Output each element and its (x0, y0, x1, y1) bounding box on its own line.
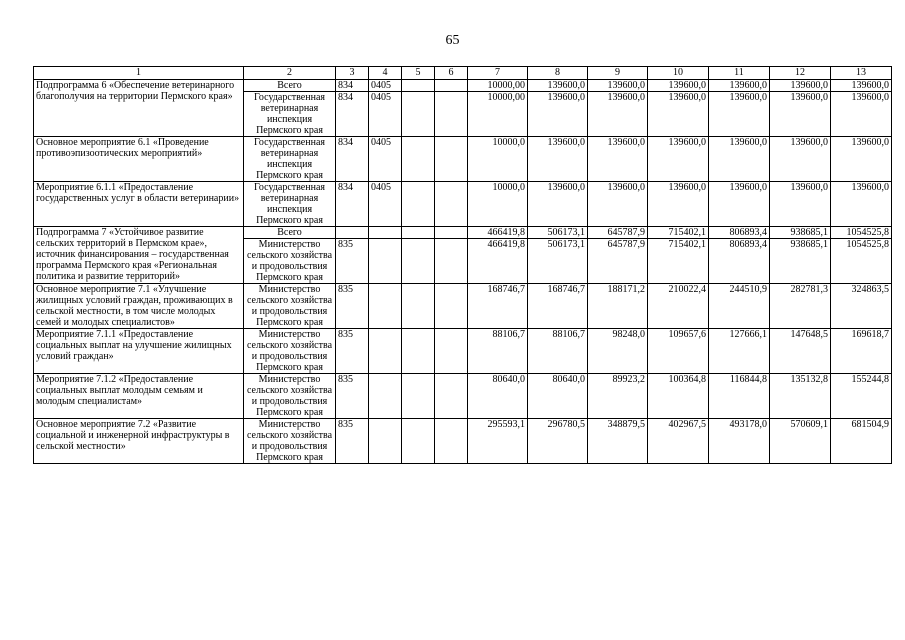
amount-cell: 139600,0 (588, 137, 648, 182)
executor-cell: Министерство сельского хозяйства и продовольствия Пермского края (244, 374, 336, 419)
table-row (34, 284, 892, 329)
code-cell: 835 (336, 374, 369, 419)
header-cell: 1 (34, 67, 244, 80)
amount-cell: 466419,8 (468, 239, 528, 284)
code-cell (435, 182, 468, 227)
code-cell (402, 80, 435, 92)
code-cell (402, 182, 435, 227)
amount-cell: 645787,9 (588, 227, 648, 239)
amount-cell: 938685,1 (770, 239, 831, 284)
amount-cell: 88106,7 (468, 329, 528, 374)
executor-cell: Министерство сельского хозяйства и продовольствия Пермского края (244, 329, 336, 374)
amount-cell: 806893,4 (709, 239, 770, 284)
amount-cell: 116844,8 (709, 374, 770, 419)
amount-cell: 139600,0 (770, 92, 831, 137)
code-cell (435, 80, 468, 92)
header-cell: 13 (831, 67, 892, 80)
code-cell (369, 374, 402, 419)
amount-cell: 147648,5 (770, 329, 831, 374)
executor-cell: Всего (244, 227, 336, 239)
header-cell: 2 (244, 67, 336, 80)
code-cell (402, 92, 435, 137)
executor-cell: Государственная ветеринарная инспекция Пермского края (244, 137, 336, 182)
code-cell (402, 137, 435, 182)
amount-cell: 295593,1 (468, 419, 528, 464)
amount-cell: 155244,8 (831, 374, 892, 419)
amount-cell: 348879,5 (588, 419, 648, 464)
amount-cell: 570609,1 (770, 419, 831, 464)
activity-name-cell: Подпрограмма 6 «Обеспечение ветеринарного благополучия на территории Пермского края» (34, 80, 244, 137)
code-cell (402, 419, 435, 464)
code-cell (435, 284, 468, 329)
code-cell: 0405 (369, 137, 402, 182)
budget-table (33, 66, 892, 464)
code-cell (402, 284, 435, 329)
table-row (34, 80, 892, 92)
activity-name-cell: Основное мероприятие 7.2 «Развитие социальной и инженерной инфраструктуры в сельской местности» (34, 419, 244, 464)
amount-cell: 1054525,8 (831, 239, 892, 284)
code-cell: 0405 (369, 92, 402, 137)
amount-cell: 139600,0 (709, 80, 770, 92)
amount-cell: 139600,0 (770, 80, 831, 92)
amount-cell: 715402,1 (648, 239, 709, 284)
executor-cell: Всего (244, 80, 336, 92)
executor-cell: Государственная ветеринарная инспекция Пермского края (244, 182, 336, 227)
amount-cell: 210022,4 (648, 284, 709, 329)
header-cell: 12 (770, 67, 831, 80)
table-row (34, 374, 892, 419)
code-cell: 834 (336, 80, 369, 92)
amount-cell: 88106,7 (528, 329, 588, 374)
amount-cell: 806893,4 (709, 227, 770, 239)
amount-cell: 168746,7 (528, 284, 588, 329)
header-cell: 3 (336, 67, 369, 80)
amount-cell: 506173,1 (528, 239, 588, 284)
code-cell (435, 92, 468, 137)
amount-cell: 645787,9 (588, 239, 648, 284)
code-cell (435, 227, 468, 239)
code-cell (435, 329, 468, 374)
amount-cell: 80640,0 (468, 374, 528, 419)
table-row (34, 329, 892, 374)
amount-cell: 493178,0 (709, 419, 770, 464)
amount-cell: 139600,0 (770, 137, 831, 182)
activity-name-cell: Подпрограмма 7 «Устойчивое развитие сельских территорий в Пермском крае», источник финансирования – государственная программа Пермского края «Региональная политика и развитие территорий» (34, 227, 244, 284)
amount-cell: 139600,0 (528, 80, 588, 92)
header-row (34, 67, 892, 80)
amount-cell: 10000,0 (468, 137, 528, 182)
activity-name-cell: Основное мероприятие 6.1 «Проведение противоэпизоотических мероприятий» (34, 137, 244, 182)
amount-cell: 681504,9 (831, 419, 892, 464)
table-row (34, 227, 892, 239)
amount-cell: 715402,1 (648, 227, 709, 239)
code-cell: 835 (336, 329, 369, 374)
table-row (34, 137, 892, 182)
amount-cell: 139600,0 (528, 182, 588, 227)
amount-cell: 282781,3 (770, 284, 831, 329)
amount-cell: 139600,0 (709, 92, 770, 137)
header-cell: 7 (468, 67, 528, 80)
code-cell (402, 329, 435, 374)
amount-cell: 98248,0 (588, 329, 648, 374)
code-cell (435, 374, 468, 419)
code-cell: 834 (336, 92, 369, 137)
header-cell: 8 (528, 67, 588, 80)
code-cell: 0405 (369, 80, 402, 92)
amount-cell: 324863,5 (831, 284, 892, 329)
amount-cell: 402967,5 (648, 419, 709, 464)
amount-cell: 244510,9 (709, 284, 770, 329)
amount-cell: 139600,0 (770, 182, 831, 227)
amount-cell: 139600,0 (648, 137, 709, 182)
code-cell: 835 (336, 239, 369, 284)
amount-cell: 139600,0 (831, 137, 892, 182)
code-cell (369, 239, 402, 284)
amount-cell: 139600,0 (528, 137, 588, 182)
amount-cell: 109657,6 (648, 329, 709, 374)
amount-cell: 139600,0 (528, 92, 588, 137)
amount-cell: 139600,0 (588, 182, 648, 227)
amount-cell: 188171,2 (588, 284, 648, 329)
code-cell (402, 239, 435, 284)
amount-cell: 10000,00 (468, 92, 528, 137)
header-cell: 6 (435, 67, 468, 80)
executor-cell: Министерство сельского хозяйства и продовольствия Пермского края (244, 239, 336, 284)
header-cell: 11 (709, 67, 770, 80)
code-cell: 834 (336, 182, 369, 227)
code-cell (369, 227, 402, 239)
code-cell (402, 227, 435, 239)
header-cell: 10 (648, 67, 709, 80)
header-cell: 4 (369, 67, 402, 80)
amount-cell: 139600,0 (831, 92, 892, 137)
executor-cell: Министерство сельского хозяйства и продовольствия Пермского края (244, 284, 336, 329)
amount-cell: 10000,0 (468, 182, 528, 227)
amount-cell: 80640,0 (528, 374, 588, 419)
code-cell (435, 239, 468, 284)
code-cell: 835 (336, 419, 369, 464)
amount-cell: 1054525,8 (831, 227, 892, 239)
amount-cell: 139600,0 (588, 92, 648, 137)
table-row (34, 419, 892, 464)
code-cell: 0405 (369, 182, 402, 227)
code-cell (336, 227, 369, 239)
activity-name-cell: Мероприятие 7.1.1 «Предоставление социальных выплат на улучшение жилищных условий граждан» (34, 329, 244, 374)
activity-name-cell: Мероприятие 7.1.2 «Предоставление социальных выплат молодым семьям и молодым специалистам» (34, 374, 244, 419)
page-number: 65 (445, 33, 460, 48)
executor-cell: Государственная ветеринарная инспекция Пермского края (244, 92, 336, 137)
amount-cell: 10000,00 (468, 80, 528, 92)
amount-cell: 296780,5 (528, 419, 588, 464)
code-cell (369, 419, 402, 464)
code-cell: 835 (336, 284, 369, 329)
amount-cell: 139600,0 (831, 80, 892, 92)
amount-cell: 506173,1 (528, 227, 588, 239)
amount-cell: 135132,8 (770, 374, 831, 419)
amount-cell: 139600,0 (648, 182, 709, 227)
header-cell: 9 (588, 67, 648, 80)
amount-cell: 127666,1 (709, 329, 770, 374)
amount-cell: 938685,1 (770, 227, 831, 239)
activity-name-cell: Основное мероприятие 7.1 «Улучшение жилищных условий граждан, проживающих в сельской местности, в том числе молодых семей и молодых специалистов» (34, 284, 244, 329)
amount-cell: 139600,0 (648, 92, 709, 137)
amount-cell: 139600,0 (709, 137, 770, 182)
code-cell: 834 (336, 137, 369, 182)
amount-cell: 139600,0 (588, 80, 648, 92)
amount-cell: 89923,2 (588, 374, 648, 419)
table-row (34, 182, 892, 227)
amount-cell: 168746,7 (468, 284, 528, 329)
code-cell (402, 374, 435, 419)
amount-cell: 169618,7 (831, 329, 892, 374)
amount-cell: 466419,8 (468, 227, 528, 239)
amount-cell: 139600,0 (648, 80, 709, 92)
amount-cell: 100364,8 (648, 374, 709, 419)
activity-name-cell: Мероприятие 6.1.1 «Предоставление государственных услуг в области ветеринарии» (34, 182, 244, 227)
code-cell (435, 137, 468, 182)
executor-cell: Министерство сельского хозяйства и продовольствия Пермского края (244, 419, 336, 464)
code-cell (369, 329, 402, 374)
header-cell: 5 (402, 67, 435, 80)
code-cell (435, 419, 468, 464)
code-cell (369, 284, 402, 329)
amount-cell: 139600,0 (709, 182, 770, 227)
amount-cell: 139600,0 (831, 182, 892, 227)
